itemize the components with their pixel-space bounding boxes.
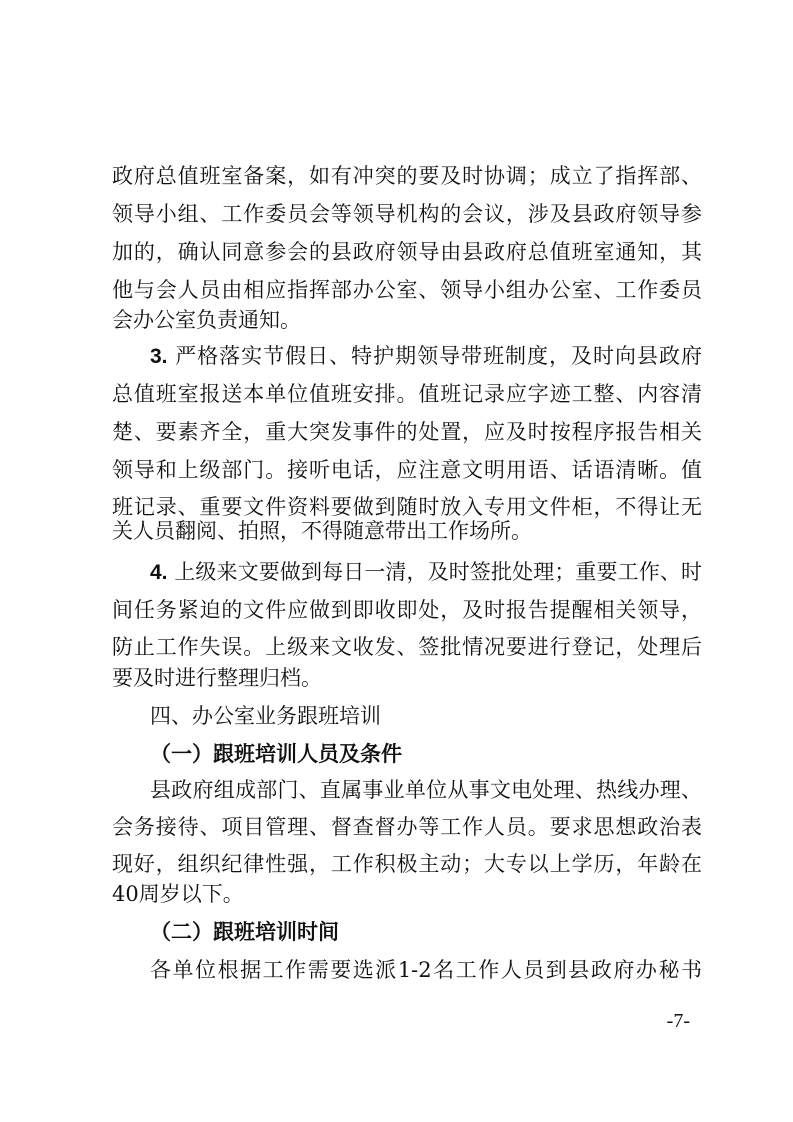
- paragraph-2-line-3: 楚、要素齐全，重大突发事件的处置，应及时按程序报告相关: [112, 420, 702, 444]
- subsection-2-line-1: 各单位根据工作需要选派1-2名工作人员到县政府办秘书: [150, 958, 702, 982]
- paragraph-1-line-2: 领导小组、工作委员会等领导机构的会议，涉及县政府领导参: [112, 202, 702, 226]
- paragraph-1-line-4: 他与会人员由相应指挥部办公室、领导小组办公室、工作委员: [112, 278, 702, 302]
- paragraph-2-line-6: 关人员翻阅、拍照，不得随意带出工作场所。: [112, 519, 532, 543]
- paragraph-1-line-1: 政府总值班室备案，如有冲突的要及时协调；成立了指挥部、: [112, 164, 702, 188]
- subsection-1-line-4: 40周岁以下。: [112, 882, 244, 906]
- paragraph-1-line-3: 加的，确认同意参会的县政府领导由县政府总值班室通知，其: [112, 240, 702, 264]
- subsection-1-line-1: 县政府组成部门、直属事业单位从事文电处理、热线办理、: [150, 778, 702, 802]
- paragraph-2-line-2: 总值班室报送本单位值班安排。值班记录应字迹工整、内容清: [112, 382, 702, 406]
- paragraph-2-line-1-text: 严格落实节假日、特护期领导带班制度，及时向县政府: [175, 344, 702, 368]
- subsection-1-heading: （一）跟班培训人员及条件: [150, 741, 402, 766]
- paragraph-3-line-3: 防止工作失误。上级来文收发、签批情况要进行登记，处理后: [112, 635, 702, 659]
- paragraph-2-line-5: 班记录、重要文件资料要做到随时放入专用文件柜，不得让无: [112, 495, 702, 519]
- item-number-4: 4.: [150, 561, 168, 584]
- item-number-3: 3.: [150, 345, 168, 368]
- subsection-2-heading: （二）跟班培训时间: [150, 919, 339, 944]
- subsection-1-line-3: 现好，组织纪律性强，工作积极主动；大专以上学历，年龄在: [112, 852, 702, 876]
- paragraph-3-line-4: 要及时进行整理归档。: [112, 666, 322, 690]
- paragraph-1-line-5: 会办公室负责通知。: [112, 308, 301, 332]
- paragraph-3-line-2: 间任务紧迫的文件应做到即收即处，及时报告提醒相关领导，: [112, 598, 702, 622]
- section-4-heading: 四、办公室业务跟班培训: [150, 704, 381, 728]
- paragraph-2-line-1: [150, 337, 702, 375]
- paragraph-3-line-1-text: 上级来文要做到每日一清，及时签批处理；重要工作、时: [174, 560, 702, 584]
- subsection-1-line-2: 会务接待、项目管理、督查督办等工作人员。要求思想政治表: [112, 815, 702, 839]
- page-number: -7-: [666, 1010, 690, 1032]
- paragraph-2-line-4: 领导和上级部门。接听电话，应注意文明用语、话语清晰。值: [112, 458, 702, 482]
- paragraph-3-line-1: [150, 553, 702, 591]
